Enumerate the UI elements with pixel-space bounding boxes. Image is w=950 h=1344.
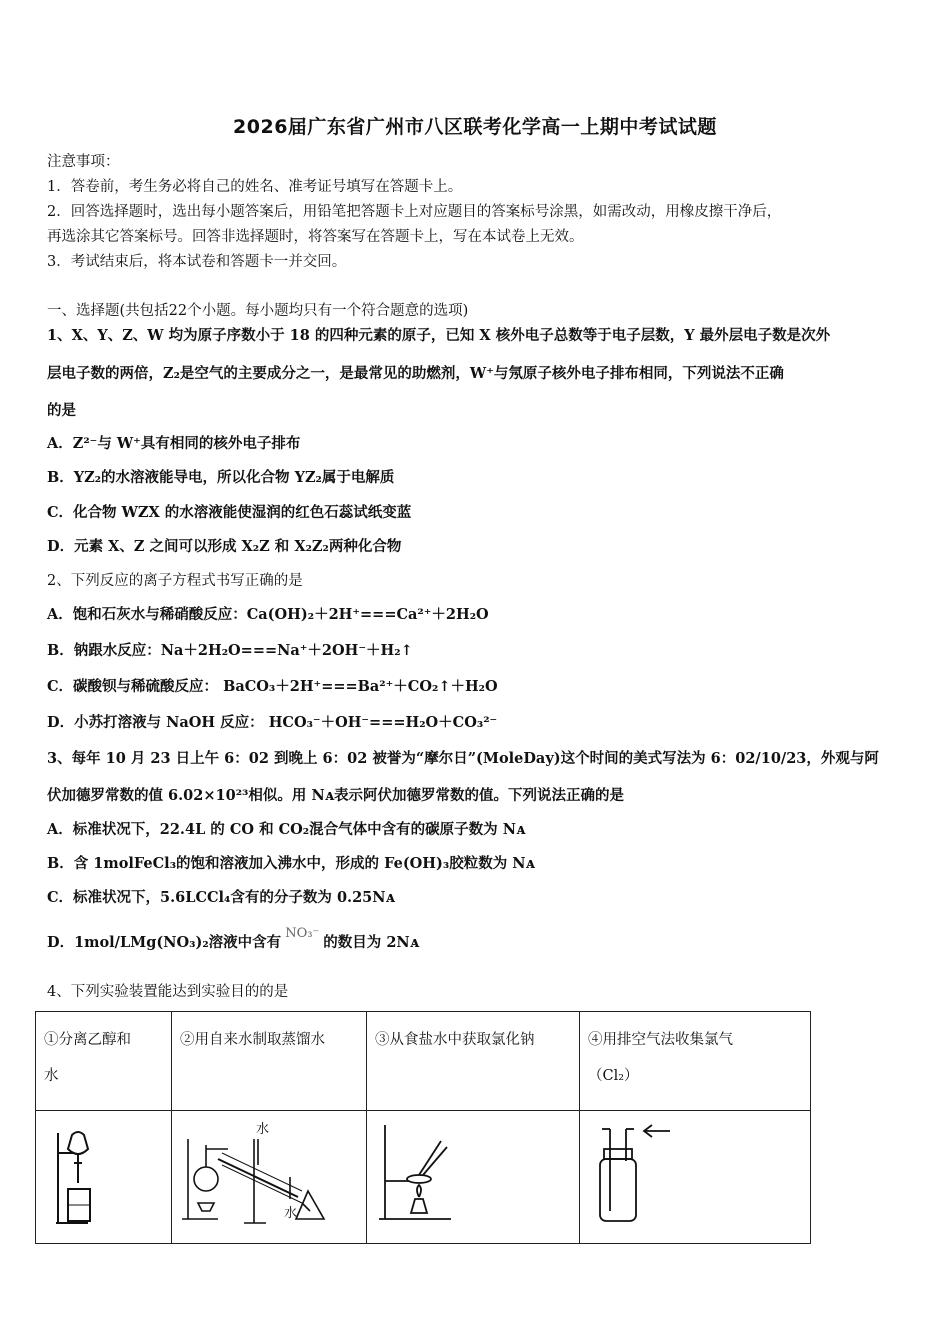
distillation-apparatus-icon bbox=[178, 1119, 353, 1234]
evaporation-cell bbox=[367, 1110, 580, 1243]
q2-option-c: C．碳酸钡与稀硫酸反应： BaCO₃＋2H⁺===Ba²⁺＋CO₂↑＋H₂O bbox=[47, 678, 498, 695]
q1-stem: 层电子数的两倍，Z₂是空气的主要成分之一，是最常见的助燃剂，W⁺与氖原子核外电子排布相同，下列说法不正确 bbox=[47, 365, 784, 382]
q1-option-b: B．YZ₂的水溶液能导电，所以化合物 YZ₂属于电解质 bbox=[47, 469, 395, 486]
col1-label-2: 水 bbox=[44, 1068, 59, 1084]
gas-collection-cell bbox=[580, 1110, 811, 1243]
q2-stem: 2、下列反应的离子方程式书写正确的是 bbox=[47, 573, 303, 589]
experiment-table bbox=[35, 1011, 811, 1244]
q3-option-d-pre: D．1mol/LMg(NO₃)₂溶液中含有 bbox=[47, 934, 282, 951]
q1-option-d: D．元素 X、Z 之间可以形成 X₂Z 和 X₂Z₂两种化合物 bbox=[47, 538, 402, 555]
col4-label: ④用排空气法收集氯气 bbox=[588, 1032, 733, 1048]
table-cell bbox=[367, 1012, 580, 1111]
q1-option-a: A．Z²⁻与 W⁺具有相同的核外电子排布 bbox=[47, 435, 301, 452]
q3-option-d-post: 的数目为 2Nᴀ bbox=[323, 934, 419, 951]
distillation-cell bbox=[172, 1110, 367, 1243]
q3-stem: 伏加德罗常数的值 6.02×10²³相似。用 Nᴀ表示阿伏加德罗常数的值。下列说法正确的是 bbox=[47, 787, 624, 804]
page-title: 2026届广东省广州市八区联考化学高一上期中考试试题 bbox=[233, 116, 717, 138]
evaporation-apparatus-icon bbox=[375, 1123, 475, 1233]
q1-stem: 1、X、Y、Z、W 均为原子序数小于 18 的四种元素的原子，已知 X 核外电子总数等于电子层数，Y 最外层电子数是次外 bbox=[47, 327, 831, 344]
notice-item: 2．回答选择题时，选出每小题答案后，用铅笔把答题卡上对应题目的答案标号涂黑，如需改动，用橡皮擦干净后， bbox=[47, 204, 782, 220]
notice-heading: 注意事项： bbox=[47, 154, 120, 170]
q3-stem: 3、每年 10 月 23 日上午 6：02 到晚上 6：02 被誉为“摩尔日”(MoleDay)这个时间的美式写法为 6：02/10/23，外观与阿 bbox=[47, 750, 879, 767]
water-label-top: 水 bbox=[256, 1121, 270, 1137]
notice-item: 3．考试结束后，将本试卷和答题卡一并交回。 bbox=[47, 254, 347, 270]
q1-stem: 的是 bbox=[47, 402, 76, 419]
gas-bottle-icon bbox=[590, 1121, 700, 1236]
col3-label: ③从食盐水中获取氯化钠 bbox=[375, 1032, 535, 1048]
q3-option-a: A．标准状况下，22.4L 的 CO 和 CO₂混合气体中含有的碳原子数为 Nᴀ bbox=[47, 821, 526, 838]
q2-option-b: B．钠跟水反应：Na＋2H₂O===Na⁺＋2OH⁻＋H₂↑ bbox=[47, 642, 413, 659]
q4-stem: 4、下列实验装置能达到实验目的的是 bbox=[47, 984, 289, 1000]
separatory-funnel-cell bbox=[36, 1110, 172, 1243]
water-label-bottom: 水 bbox=[284, 1205, 298, 1221]
q2-option-a: A．饱和石灰水与稀硝酸反应：Ca(OH)₂＋2H⁺===Ca²⁺＋2H₂O bbox=[47, 606, 489, 623]
q3-option-c: C．标准状况下，5.6LCCl₄含有的分子数为 0.25Nᴀ bbox=[47, 889, 395, 906]
nitrate-ion: NO₃⁻ bbox=[285, 926, 320, 941]
table-cell bbox=[36, 1012, 172, 1111]
table-cell bbox=[172, 1012, 367, 1111]
col4-label-2: （Cl₂） bbox=[588, 1068, 639, 1084]
notice-item: 再选涂其它答案标号。回答非选择题时，将答案写在答题卡上，写在本试卷上无效。 bbox=[47, 229, 584, 245]
col2-label: ②用自来水制取蒸馏水 bbox=[180, 1032, 325, 1048]
q3-option-b: B．含 1molFeCl₃的饱和溶液加入沸水中，形成的 Fe(OH)₃胶粒数为 Nᴀ bbox=[47, 855, 535, 872]
table-cell bbox=[580, 1012, 811, 1111]
q1-option-c: C．化合物 WZX 的水溶液能使湿润的红色石蕊试纸变蓝 bbox=[47, 504, 412, 521]
col1-label: ①分离乙醇和 bbox=[44, 1032, 131, 1048]
q3-option-d bbox=[47, 926, 419, 954]
q2-option-d: D．小苏打溶液与 NaOH 反应： HCO₃⁻＋OH⁻===H₂O＋CO₃²⁻ bbox=[47, 714, 498, 731]
section-heading: 一、选择题(共包括22个小题。每小题均只有一个符合题意的选项) bbox=[47, 303, 469, 319]
separatory-funnel-icon bbox=[48, 1123, 108, 1233]
notice-item: 1．答卷前，考生务必将自己的姓名、准考证号填写在答题卡上。 bbox=[47, 179, 463, 195]
